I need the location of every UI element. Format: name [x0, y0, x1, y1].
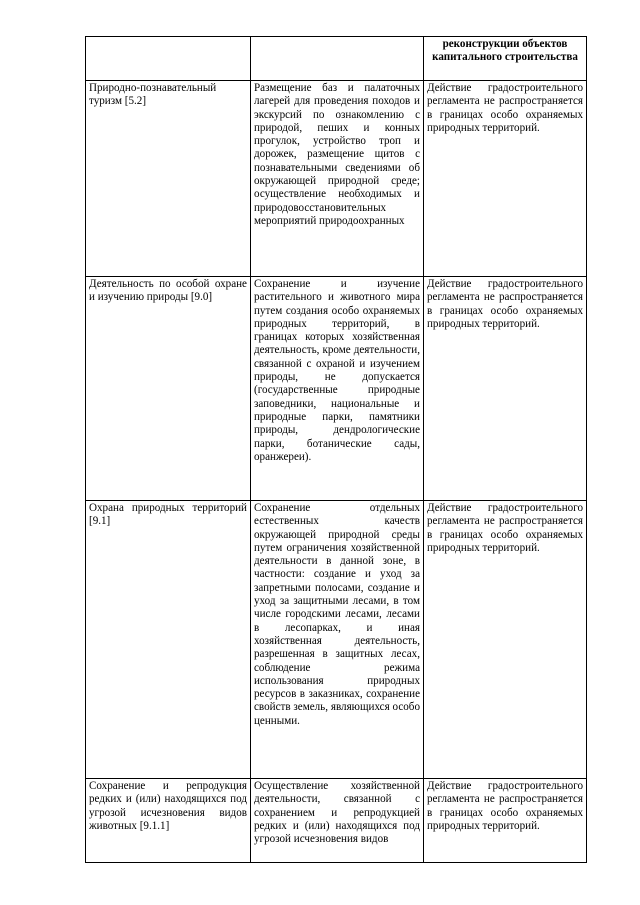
document-page	[85, 36, 586, 863]
regulation-note: Действие градостроительного регламента не распространяется в границах особо охраняемых природных территорий.	[424, 779, 587, 863]
use-type-description: Размещение баз и палаточных лагерей для проведения походов и экскурсий по ознакомлению с природой, пеших и конных прогулок, устройство троп и дорожек, размещение щитов с познавательными сведениями об окружающей природной среде; осуществление необходимых и природовосстановительных мероприятий природоохранных	[251, 81, 424, 277]
regulation-note: Действие градостроительного регламента не распространяется в границах особо охраняемых природных территорий.	[424, 81, 587, 277]
land-use-table	[85, 36, 587, 863]
use-type-description: Сохранение отдельных естественных качеств окружающей природной среды путем ограничения хозяйственной деятельности в данной зоне, в частности: создание и уход за запретными полосами, создание и уход за защитными лесами, в том числе городскими лесами, лесами в лесопарках, и иная хозяйственная деятельность, разрешенная в защитных лесах, соблюдение режима использования природных ресурсов в заказниках, сохранение свойств земель, являющихся особо ценными.	[251, 501, 424, 779]
use-type-name: Природно-познавательный туризм [5.2]	[86, 81, 251, 277]
header-cell-2	[251, 37, 424, 81]
header-cell-1	[86, 37, 251, 81]
use-type-description: Осуществление хозяйственной деятельности, связанной с сохранением и репродукцией редких и (или) находящихся под угрозой исчезновения видов	[251, 779, 424, 863]
table-row	[86, 501, 587, 779]
table-row	[86, 81, 587, 277]
header-cell-3: реконструкции объектов капитального строительства	[424, 37, 587, 81]
use-type-description: Сохранение и изучение растительного и животного мира путем создания особо охраняемых природных территорий, в границах которых хозяйственная деятельность, кроме деятельности, связанной с охраной и изучением природы, не допускается (государственные природные заповедники, национальные и природные парки, памятники природы, дендрологические парки, ботанические сады, оранжереи).	[251, 277, 424, 501]
table-row	[86, 277, 587, 501]
table-row	[86, 779, 587, 863]
regulation-note: Действие градостроительного регламента не распространяется в границах особо охраняемых природных территорий.	[424, 277, 587, 501]
regulation-note: Действие градостроительного регламента не распространяется в границах особо охраняемых природных территорий.	[424, 501, 587, 779]
use-type-name: Сохранение и репродукция редких и (или) находящихся под угрозой исчезновения видов животных [9.1.1]	[86, 779, 251, 863]
use-type-name: Деятельность по особой охране и изучению природы [9.0]	[86, 277, 251, 501]
table-header-row	[86, 37, 587, 81]
use-type-name: Охрана природных территорий [9.1]	[86, 501, 251, 779]
